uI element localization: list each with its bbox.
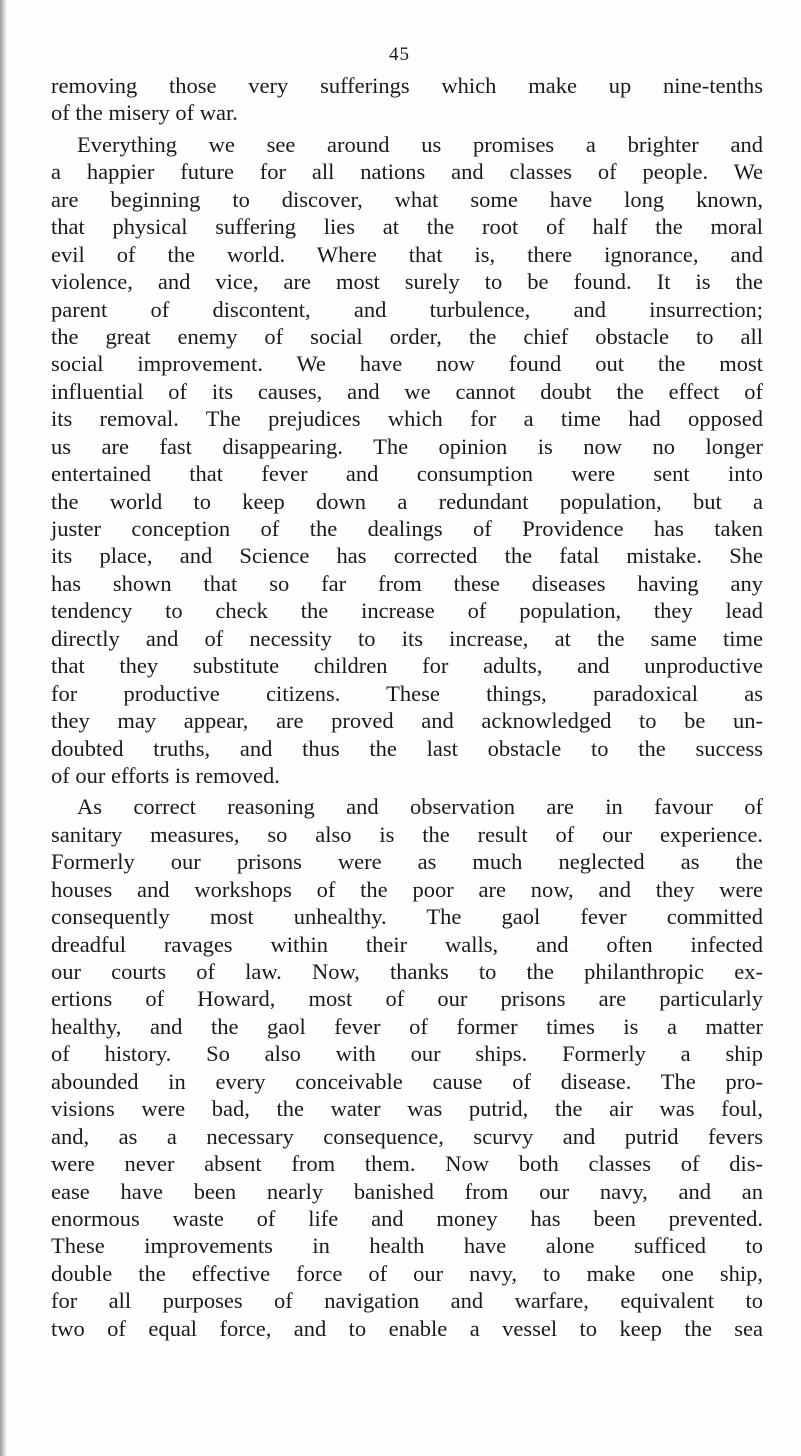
text-line: of the misery of war. — [51, 100, 238, 126]
text-line: two of equal force, and to enable a vessel to keep the sea — [51, 1315, 763, 1341]
text-line: doubted truths, and thus the last obstacle to the success — [51, 735, 763, 761]
text-line: parent of discontent, and turbulence, and insurrection; — [51, 296, 763, 322]
text-line: As correct reasoning and observation are in favour of — [77, 794, 763, 820]
text-line: its removal. The prejudices which for a time had opposed — [51, 406, 763, 432]
text-line: enormous waste of life and money has been prevented. — [51, 1205, 763, 1231]
text-line: Formerly our prisons were as much neglected as the — [51, 849, 763, 875]
text-line: Everything we see around us promises a brighter and — [77, 131, 763, 157]
text-line: of our efforts is removed. — [51, 762, 280, 788]
text-line: the great enemy of social order, the chief obstacle to all — [51, 323, 763, 349]
text-line: ease have been nearly banished from our navy, and an — [51, 1178, 763, 1204]
text-line: are beginning to discover, what some have long known, — [51, 186, 763, 212]
text-line: juster conception of the dealings of Providence has taken — [51, 516, 763, 541]
text-line: sanitary measures, so also is the result of our experience. — [51, 821, 763, 847]
text-line: for productive citizens. These things, paradoxical as — [51, 680, 763, 706]
body-text — [51, 72, 763, 1342]
text-line: consequently most unhealthy. The gaol fever committed — [51, 904, 763, 930]
text-line: its place, and Science has corrected the fatal mistake. She — [51, 543, 763, 569]
text-line: dreadful ravages within their walls, and often infected — [51, 931, 763, 957]
page-edge-shadow — [0, 0, 7, 1456]
text-line: that they substitute children for adults, and unproductive — [51, 653, 763, 679]
text-line: tendency to check the increase of population, they lead — [51, 598, 763, 624]
text-line: healthy, and the gaol fever of former times is a matter — [51, 1013, 763, 1039]
text-line: directly and of necessity to its increase, at the same time — [51, 625, 763, 651]
text-line: entertained that fever and consumption were sent into — [51, 461, 763, 487]
text-line: the world to keep down a redundant population, but a — [51, 488, 763, 514]
text-line: were never absent from them. Now both classes of dis- — [51, 1151, 763, 1177]
text-line: evil of the world. Where that is, there ignorance, and — [51, 241, 763, 267]
text-line: influential of its causes, and we cannot doubt the effect of — [51, 378, 763, 404]
text-line: houses and workshops of the poor are now, and they were — [51, 876, 763, 902]
text-line: a happier future for all nations and classes of people. We — [51, 159, 763, 185]
text-line: has shown that so far from these diseases having any — [51, 570, 763, 596]
text-line: they may appear, are proved and acknowledged to be un- — [51, 708, 763, 734]
text-line: ertions of Howard, most of our prisons are particularly — [51, 986, 763, 1012]
text-line: violence, and vice, are most surely to be found. It is the — [51, 269, 763, 295]
text-line: social improvement. We have now found out the most — [51, 351, 763, 377]
text-line: us are fast disappearing. The opinion is now no longer — [51, 433, 763, 459]
text-line: double the effective force of our navy, to make one ship, — [51, 1260, 763, 1286]
page-number: 45 — [389, 44, 410, 65]
text-line: These improvements in health have alone sufficed to — [51, 1233, 763, 1259]
text-line: for all purposes of navigation and warfare, equivalent to — [51, 1288, 763, 1314]
text-line: of history. So also with our ships. Formerly a ship — [51, 1041, 763, 1067]
text-line: removing those very sufferings which make up nine-tenths — [51, 73, 763, 98]
text-line: our courts of law. Now, thanks to the philanthropic ex- — [51, 959, 763, 984]
text-line: abounded in every conceivable cause of disease. The pro- — [51, 1068, 763, 1094]
text-line: that physical suffering lies at the root of half the moral — [51, 214, 763, 240]
text-line: and, as a necessary consequence, scurvy and putrid fevers — [51, 1123, 763, 1149]
text-line: visions were bad, the water was putrid, the air was foul, — [51, 1096, 763, 1122]
